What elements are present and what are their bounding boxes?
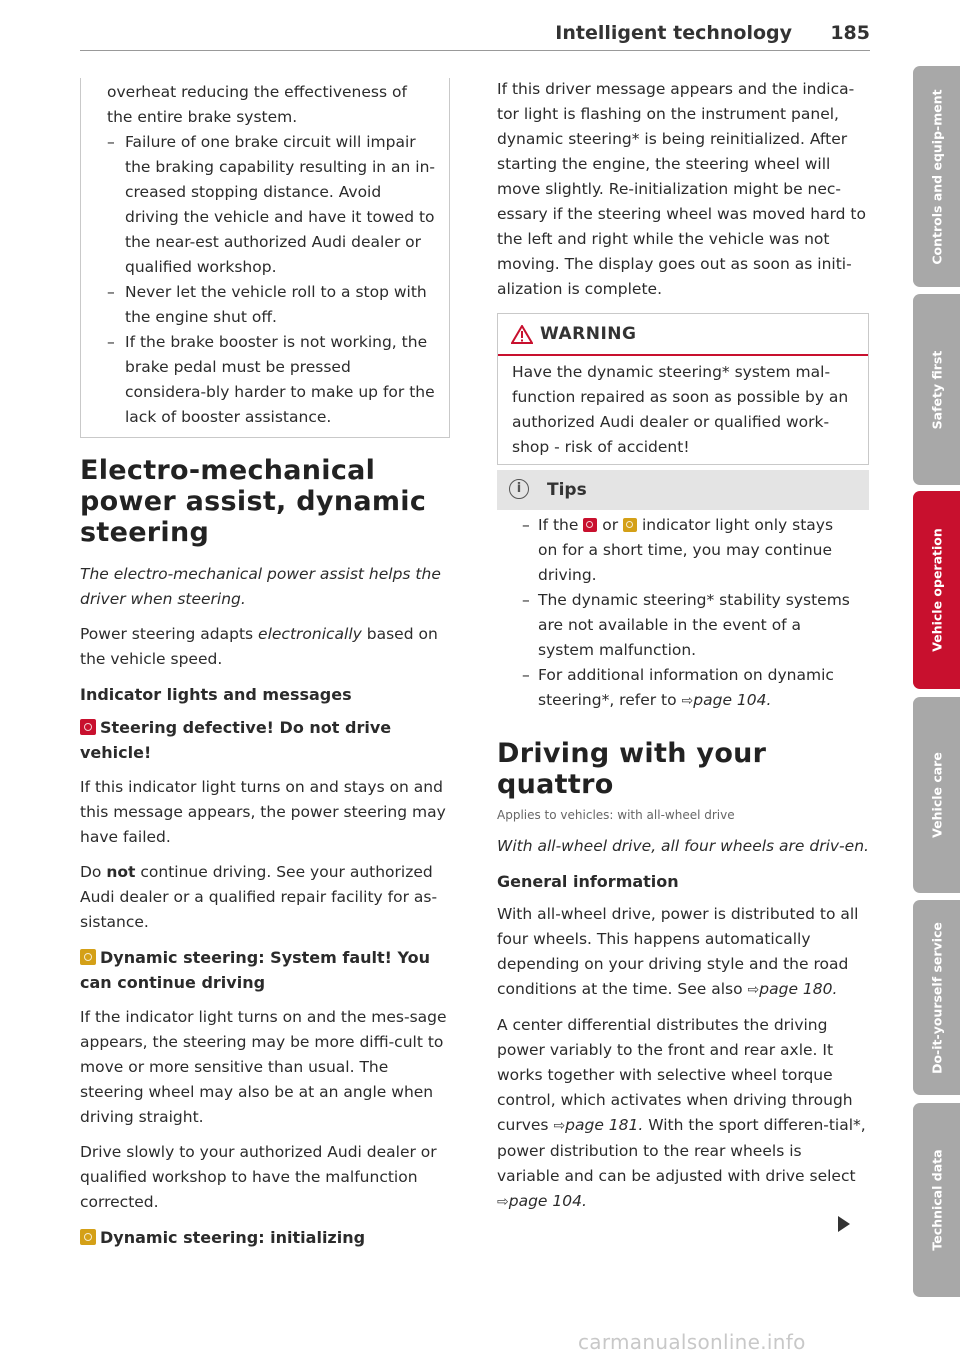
tab-controls-and-equipment[interactable]: Controls and equip-ment — [913, 66, 960, 287]
warning-cont-item: – If the brake booster is not working, the brake pedal must be pressed considera-bly harder to make up for the lack of booster assistance. — [107, 333, 435, 426]
warning-body: Have the dynamic steering* system mal-function repaired as soon as possible by an authorized Audi dealer or qualified work-shop - risk of accident! — [512, 363, 849, 456]
general-information-heading: General information — [497, 872, 679, 891]
message2-body: If the indicator light turns on and the mes-sage appears, the steering may be more diffi-cult to move or more sensitive than usual. The steering wheel may also be at an angle when driving straight. — [80, 1008, 447, 1126]
right-column-top — [497, 77, 869, 302]
indicator-lights-heading: Indicator lights and messages — [80, 685, 352, 704]
warning-title: WARNING — [540, 324, 637, 344]
message-system-fault: Dynamic steering: System fault! You can continue driving — [80, 948, 431, 992]
applies-to: Applies to vehicles: with all-wheel drive — [497, 808, 735, 822]
message-steering-defective: Steering defective! Do not drive vehicle! — [80, 718, 392, 762]
tab-vehicle-operation[interactable]: Vehicle operation — [913, 491, 960, 689]
steering-red-icon — [583, 518, 597, 532]
general-paragraph-1: With all-wheel drive, power is distributed to all four wheels. This happens automatically depending on your driving style and the road conditions at the time. See also ⇨page 180. — [497, 905, 859, 998]
section-heading-quattro: Driving with your quattro — [497, 738, 767, 800]
section-intro: The electro-mechanical power assist helps the driver when steering. — [80, 565, 441, 608]
warning-box — [497, 313, 869, 465]
general-paragraph-2: A center differential distributes the driving power variably to the front and rear axle. It works together with selective wheel torque control, which activates when driving through curves ⇨page 181. With the sport differen-tial*, power distribution to the rear wheels is variable and can be adjusted with drive select ⇨page 104. — [497, 1016, 866, 1210]
page-reference-link[interactable]: ⇨page 180. — [747, 980, 838, 998]
steering-init-yellow-icon — [80, 1229, 96, 1245]
page-header — [80, 22, 870, 52]
warning-cont-list — [107, 130, 435, 430]
tips-header — [497, 470, 869, 510]
message1-body: If this indicator light turns on and stays on and this message appears, the power steering may have failed. — [80, 778, 446, 846]
warning-cont-intro: overheat reducing the effectiveness of the entire brake system. — [107, 83, 407, 126]
tip-item: – For additional information on dynamic steering*, refer to ⇨page 104. — [522, 666, 834, 709]
section-title: Intelligent technology — [555, 22, 792, 44]
left-column — [80, 455, 452, 1250]
page-reference-link[interactable]: ⇨page 104. — [497, 1192, 587, 1210]
steering-yellow-icon — [623, 518, 637, 532]
message-initializing: Dynamic steering: initializing — [80, 1225, 452, 1250]
continued-arrow-icon — [838, 1216, 850, 1232]
warning-header — [498, 314, 868, 356]
power-steering-paragraph: Power steering adapts electronically based on the vehicle speed. — [80, 625, 438, 668]
steering-warning-yellow-icon — [80, 949, 96, 965]
message1-body2: Do not continue driving. See your authorized Audi dealer or a qualified repair facility for as-sistance. — [80, 863, 438, 931]
tips-body — [497, 510, 869, 714]
tips-title: Tips — [547, 480, 587, 500]
tips-box — [497, 470, 869, 714]
section-heading-power-assist: Electro-mechanical power assist, dynamic steering — [80, 455, 427, 548]
info-icon: i — [509, 479, 529, 499]
page-reference-link[interactable]: ⇨page 104. — [681, 691, 772, 709]
warning-cont-item: – Never let the vehicle roll to a stop with the engine shut off. — [107, 283, 427, 326]
tab-do-it-yourself-service[interactable]: Do-it-yourself service — [913, 900, 960, 1095]
page-reference-link[interactable]: ⇨page 181. — [553, 1116, 644, 1134]
watermark: carmanualsonline.info — [578, 1330, 806, 1354]
tip-item: – If the or indicator light only stays on for a short time, you may continue driving. — [522, 516, 834, 584]
quattro-intro: With all-wheel drive, all four wheels are driv-en. — [497, 837, 869, 855]
tab-vehicle-care[interactable]: Vehicle care — [913, 697, 960, 893]
page-number: 185 — [830, 22, 870, 44]
warning-cont-item: – Failure of one brake circuit will impair the braking capability resulting in an in-creased stopping distance. Avoid driving the vehicle and have it towed to the near-est authorized Audi dealer or qualified workshop. — [107, 133, 436, 276]
warning-continuation-box — [80, 78, 450, 438]
tab-safety-first[interactable]: Safety first — [913, 294, 960, 485]
reinit-paragraph: If this driver message appears and the indica-tor light is flashing on the instrument panel, dynamic steering* is being reinitialized. After starting the engine, the steering wheel will move slightly. Re-initialization might be nec-essary if the steering wheel was moved hard to the left and right while the vehicle was not moving. The display goes out as soon as initi-alization is complete. — [497, 80, 866, 298]
header-rule — [80, 50, 870, 51]
warning-triangle-icon — [511, 325, 533, 344]
right-column-bottom — [497, 738, 869, 1225]
tab-technical-data[interactable]: Technical data — [913, 1103, 960, 1297]
steering-warning-red-icon — [80, 719, 96, 735]
tip-item: – The dynamic steering* stability systems are not available in the event of a system malfunction. — [522, 591, 850, 659]
message2-body2: Drive slowly to your authorized Audi dealer or qualified workshop to have the malfunction corrected. — [80, 1143, 437, 1211]
